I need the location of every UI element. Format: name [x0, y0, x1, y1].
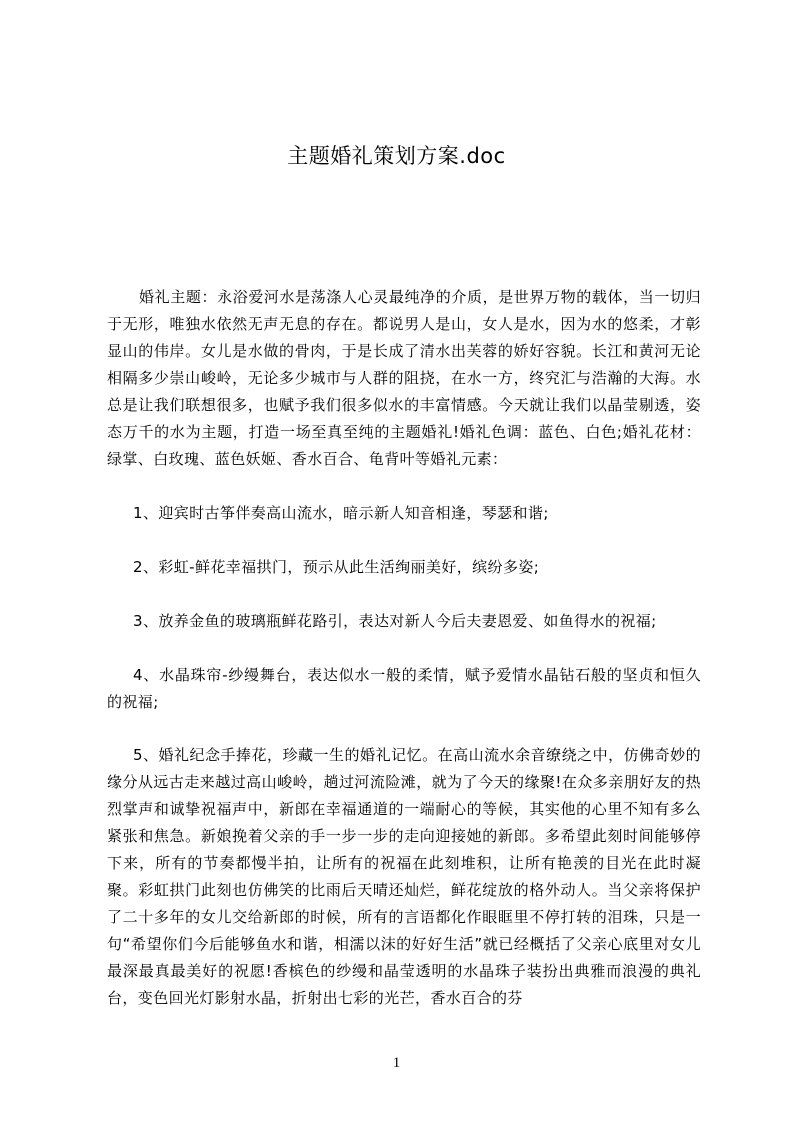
intro-paragraph: 婚礼主题：永浴爱河水是荡涤人心灵最纯净的介质，是世界万物的载体，当一切归于无形，唯独水依然无声无息的存在。都说男人是山，女人是水，因为水的悠柔，才彰显山的伟岸。女儿是水做的骨肉，于是长成了清水出芙蓉的娇好容貌。长江和黄河无论相隔多少崇山峻岭，无论多少城市与人群的阻挠，在水一方，终究汇与浩瀚的大海。水总是让我们联想很多，也赋予我们很多似水的丰富情感。今天就让我们以晶莹剔透，姿态万千的水为主题，打造一场至真至纯的主题婚礼!婚礼色调：蓝色、白色;婚礼花材：绿掌、白玫瑰、蓝色妖姬、香水百合、龟背叶等婚礼元素： — [107, 288, 701, 468]
paragraph-spacer — [107, 527, 701, 554]
document-title: 主题婚礼策划方案.doc — [287, 144, 506, 168]
paragraph-spacer — [107, 473, 701, 500]
list-item-2: 2、彩虹-鲜花幸福拱门，预示从此生活绚丽美好，缤纷多姿; — [133, 558, 540, 576]
paragraph-spacer — [107, 635, 701, 662]
page-number: 1 — [392, 1055, 401, 1071]
list-item-4: 4、水晶珠帘-纱缦舞台，表达似水一般的柔情，赋予爱情水晶钻石般的坚贞和恒久的祝福; — [107, 666, 701, 711]
list-item-5: 5、婚礼纪念手捧花，珍藏一生的婚礼记忆。在高山流水余音缭绕之中，仿佛奇妙的缘分从远古走来越过高山峻岭，趟过河流险滩，就为了今天的缘聚!在众多亲朋好友的热烈掌声和诚挚祝福声中，新郎在幸福通道的一端耐心的等候，其实他的心里不知有多么紧张和焦急。新娘挽着父亲的手一步一步的走向迎接她的新郎。多希望此刻时间能够停下来，所有的节奏都慢半拍，让所有的祝福在此刻堆积，让所有艳羡的目光在此时凝聚。彩虹拱门此刻也仿佛笑的比雨后天晴还灿烂，鲜花绽放的格外动人。当父亲将保护了二十多年的女儿交给新郎的时候，所有的言语都化作眼眶里不停打转的泪珠，只是一句“希望你们今后能够鱼水和谐，相濡以沫的好好生活”就已经概括了父亲心底里对女儿最深最真最美好的祝愿!香槟色的纱缦和晶莹透明的水晶珠子装扮出典雅而浪漫的典礼台，变色回光灯影射水晶，折射出七彩的光芒，香水百合的芬 — [107, 746, 701, 1007]
paragraph-spacer — [107, 716, 701, 742]
document-body — [107, 284, 701, 1012]
paragraph-spacer — [107, 581, 701, 608]
list-item-3: 3、放养金鱼的玻璃瓶鲜花路引，表达对新人今后夫妻恩爱、如鱼得水的祝福; — [133, 612, 657, 630]
list-item-1: 1、迎宾时古筝伴奏高山流水，暗示新人知音相逢，琴瑟和谐; — [133, 504, 549, 522]
